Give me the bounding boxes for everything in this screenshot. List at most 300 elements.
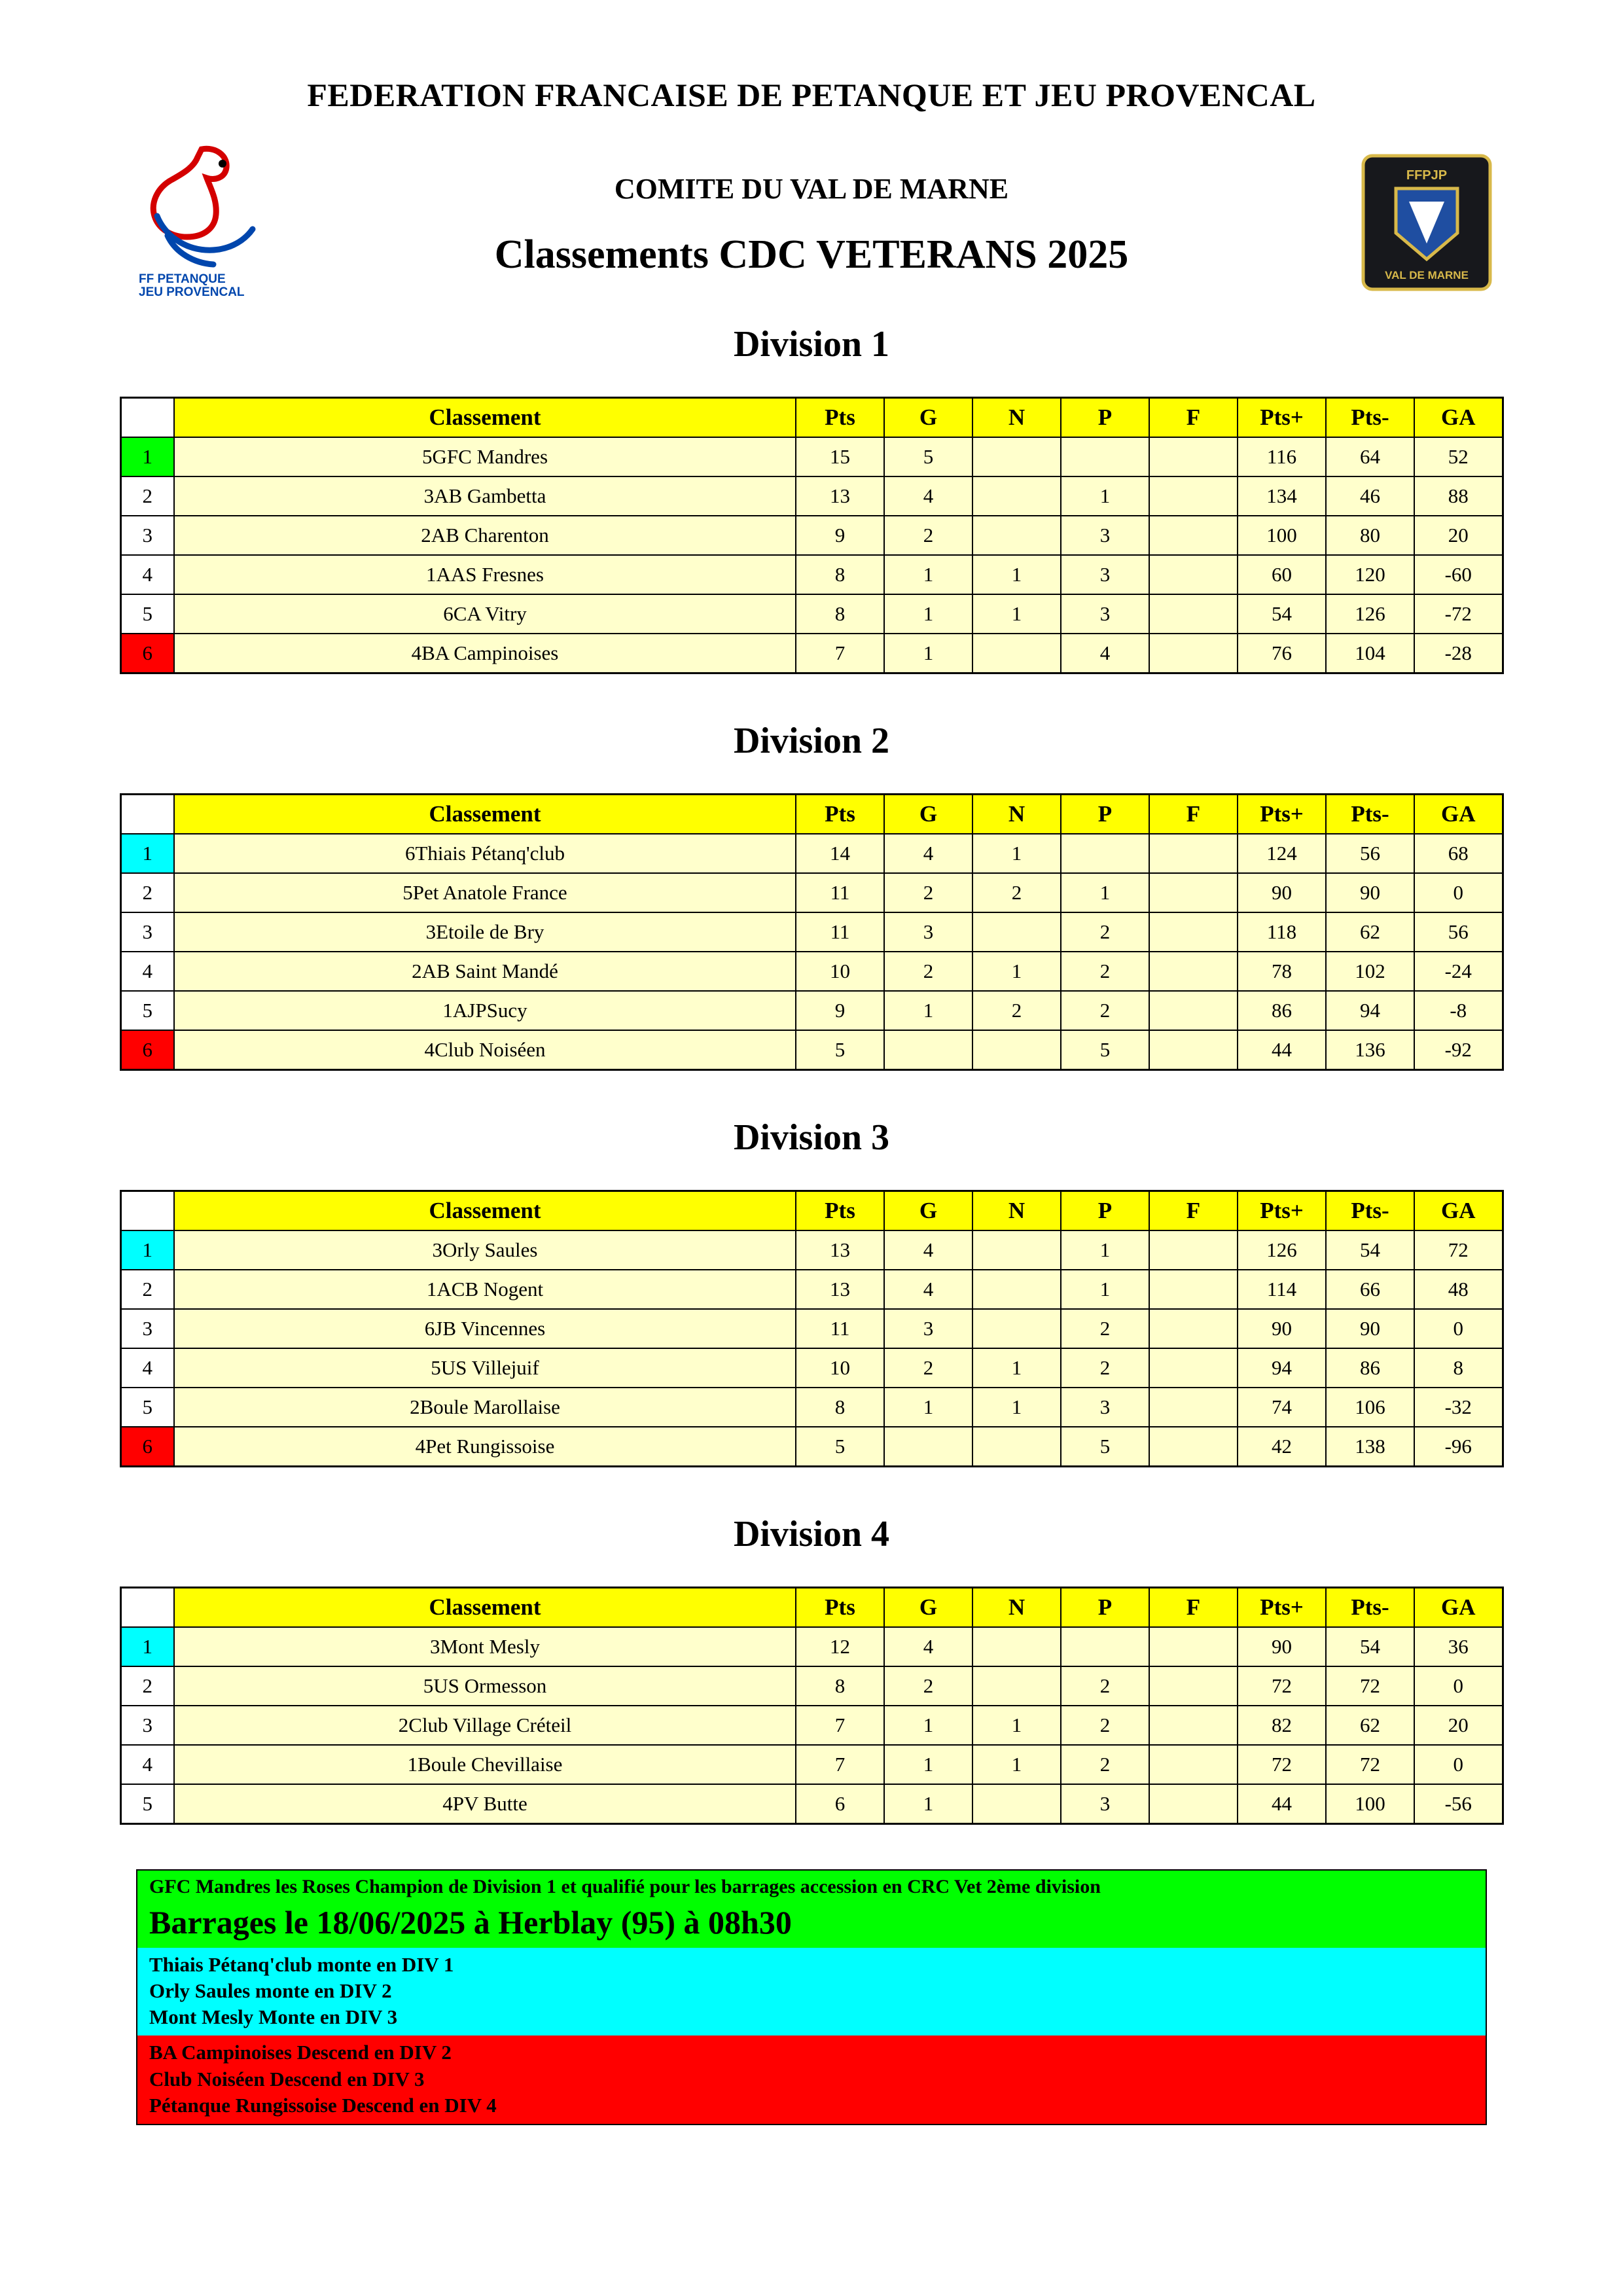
row-ptsplus: 72 (1238, 1745, 1326, 1784)
row-ptsmoins: 136 (1326, 1030, 1414, 1070)
column-header: N (972, 397, 1061, 437)
comite-val-de-marne-logo (1358, 151, 1495, 295)
row-p (1061, 1627, 1149, 1666)
row-n (972, 516, 1061, 555)
row-p: 3 (1061, 555, 1149, 594)
row-p (1061, 834, 1149, 873)
row-p: 1 (1061, 1230, 1149, 1270)
row-club-name: 2AB Charenton (174, 516, 796, 555)
row-club-name: 4BA Campinoises (174, 634, 796, 673)
row-n (972, 1666, 1061, 1706)
row-club-name: 3Orly Saules (174, 1230, 796, 1270)
row-ga: -60 (1414, 555, 1503, 594)
row-club-name: 5GFC Mandres (174, 437, 796, 476)
row-rank: 1 (120, 1627, 174, 1666)
row-ptsmoins: 56 (1326, 834, 1414, 873)
row-club-name: 2Club Village Créteil (174, 1706, 796, 1745)
row-ga: 0 (1414, 1666, 1503, 1706)
row-p: 1 (1061, 873, 1149, 912)
row-p: 1 (1061, 1270, 1149, 1309)
row-rank: 5 (120, 991, 174, 1030)
column-header: F (1149, 794, 1238, 834)
division-block (0, 720, 1623, 1071)
row-ga: -32 (1414, 1388, 1503, 1427)
row-f (1149, 1309, 1238, 1348)
row-club-name: 1Boule Chevillaise (174, 1745, 796, 1784)
row-p: 3 (1061, 1388, 1149, 1427)
row-rank: 3 (120, 1706, 174, 1745)
row-ptsmoins: 54 (1326, 1627, 1414, 1666)
row-g: 1 (884, 1745, 972, 1784)
column-header: Pts (796, 1191, 884, 1230)
table-row (120, 1427, 1503, 1467)
row-ga: -92 (1414, 1030, 1503, 1070)
row-ptsplus: 44 (1238, 1030, 1326, 1070)
column-header: Pts (796, 794, 884, 834)
column-header: F (1149, 1191, 1238, 1230)
row-ga: 88 (1414, 476, 1503, 516)
row-g: 4 (884, 834, 972, 873)
row-p: 5 (1061, 1030, 1149, 1070)
row-pts: 8 (796, 1388, 884, 1427)
champion-band (137, 1871, 1486, 1948)
column-header: GA (1414, 397, 1503, 437)
division-title: Division 4 (733, 1513, 890, 1554)
row-n (972, 912, 1061, 952)
column-header: P (1061, 1587, 1149, 1627)
row-pts: 11 (796, 1309, 884, 1348)
column-header: P (1061, 397, 1149, 437)
row-rank: 2 (120, 476, 174, 516)
row-n: 1 (972, 1348, 1061, 1388)
column-header: G (884, 1191, 972, 1230)
row-club-name: 6JB Vincennes (174, 1309, 796, 1348)
row-f (1149, 1388, 1238, 1427)
table-row (120, 437, 1503, 476)
row-rank: 3 (120, 1309, 174, 1348)
row-pts: 7 (796, 634, 884, 673)
row-g: 3 (884, 1309, 972, 1348)
row-ga: 52 (1414, 437, 1503, 476)
row-club-name: 4Pet Rungissoise (174, 1427, 796, 1467)
row-ptsplus: 90 (1238, 1309, 1326, 1348)
row-f (1149, 1784, 1238, 1824)
row-club-name: 5US Villejuif (174, 1348, 796, 1388)
row-ptsplus: 60 (1238, 555, 1326, 594)
row-p: 4 (1061, 634, 1149, 673)
row-n: 2 (972, 873, 1061, 912)
champion-note: GFC Mandres les Roses Champion de Division 1 et qualifié pour les barrages accession en CRC Vet 2ème division (149, 1875, 1101, 1897)
column-header: Classement (174, 1191, 796, 1230)
row-f (1149, 1666, 1238, 1706)
row-rank: 5 (120, 1388, 174, 1427)
row-g: 1 (884, 555, 972, 594)
row-n (972, 634, 1061, 673)
row-ptsmoins: 72 (1326, 1666, 1414, 1706)
row-f (1149, 1230, 1238, 1270)
row-rank: 1 (120, 1230, 174, 1270)
row-f (1149, 1030, 1238, 1070)
row-club-name: 3AB Gambetta (174, 476, 796, 516)
row-pts: 7 (796, 1745, 884, 1784)
rank-column-header (120, 1191, 174, 1230)
row-g (884, 1030, 972, 1070)
column-header: Pts+ (1238, 1191, 1326, 1230)
table-row (120, 873, 1503, 912)
row-n: 1 (972, 1388, 1061, 1427)
row-ptsmoins: 72 (1326, 1745, 1414, 1784)
row-rank: 2 (120, 1270, 174, 1309)
row-ga: -56 (1414, 1784, 1503, 1824)
row-pts: 13 (796, 476, 884, 516)
row-pts: 7 (796, 1706, 884, 1745)
document-header (0, 0, 1623, 299)
row-g: 1 (884, 1784, 972, 1824)
row-n (972, 1427, 1061, 1467)
svg-text:FFPJP: FFPJP (1406, 168, 1448, 183)
column-header: N (972, 1191, 1061, 1230)
relegation-item: Club Noiséen Descend en DIV 3 (149, 2067, 425, 2090)
row-ga: 0 (1414, 1309, 1503, 1348)
row-g: 2 (884, 516, 972, 555)
row-ptsmoins: 66 (1326, 1270, 1414, 1309)
column-header: GA (1414, 1587, 1503, 1627)
promotion-item: Orly Saules monte en DIV 2 (149, 1979, 392, 2002)
row-ga: -24 (1414, 952, 1503, 991)
row-n (972, 437, 1061, 476)
standings-table (120, 793, 1504, 1071)
row-ga: -96 (1414, 1427, 1503, 1467)
row-g (884, 1427, 972, 1467)
row-g: 1 (884, 634, 972, 673)
division-block (0, 1117, 1623, 1467)
row-pts: 9 (796, 991, 884, 1030)
row-club-name: 5Pet Anatole France (174, 873, 796, 912)
table-row (120, 516, 1503, 555)
division-block (0, 323, 1623, 674)
row-p: 5 (1061, 1427, 1149, 1467)
table-row (120, 1784, 1503, 1824)
row-rank: 4 (120, 1348, 174, 1388)
row-ptsplus: 90 (1238, 1627, 1326, 1666)
column-header: Pts- (1326, 1587, 1414, 1627)
row-ga: 20 (1414, 1706, 1503, 1745)
row-ptsmoins: 62 (1326, 1706, 1414, 1745)
row-club-name: 6CA Vitry (174, 594, 796, 634)
row-pts: 15 (796, 437, 884, 476)
row-ga: 68 (1414, 834, 1503, 873)
row-f (1149, 952, 1238, 991)
row-pts: 14 (796, 834, 884, 873)
row-p: 2 (1061, 1309, 1149, 1348)
row-f (1149, 634, 1238, 673)
row-ptsplus: 116 (1238, 437, 1326, 476)
relegation-item: Pétanque Rungissoise Descend en DIV 4 (149, 2094, 497, 2117)
row-ptsplus: 76 (1238, 634, 1326, 673)
column-header: P (1061, 794, 1149, 834)
column-header: Pts- (1326, 1191, 1414, 1230)
row-n: 1 (972, 1706, 1061, 1745)
row-pts: 6 (796, 1784, 884, 1824)
row-f (1149, 1348, 1238, 1388)
relegations-band (137, 2036, 1486, 2124)
row-pts: 8 (796, 594, 884, 634)
row-rank: 4 (120, 952, 174, 991)
row-rank: 3 (120, 516, 174, 555)
row-n: 2 (972, 991, 1061, 1030)
row-g: 2 (884, 873, 972, 912)
row-n: 1 (972, 555, 1061, 594)
row-g: 1 (884, 991, 972, 1030)
row-f (1149, 1427, 1238, 1467)
row-rank: 1 (120, 437, 174, 476)
row-f (1149, 1706, 1238, 1745)
row-ptsmoins: 138 (1326, 1427, 1414, 1467)
row-f (1149, 1270, 1238, 1309)
row-ga: 36 (1414, 1627, 1503, 1666)
row-f (1149, 1627, 1238, 1666)
column-header: G (884, 397, 972, 437)
row-ptsmoins: 90 (1326, 873, 1414, 912)
row-pts: 13 (796, 1230, 884, 1270)
row-p: 3 (1061, 1784, 1149, 1824)
row-ga: 56 (1414, 912, 1503, 952)
svg-text:JEU PROVENCAL: JEU PROVENCAL (139, 285, 245, 299)
promotion-item: Mont Mesly Monte en DIV 3 (149, 2005, 398, 2029)
row-f (1149, 873, 1238, 912)
row-p: 3 (1061, 516, 1149, 555)
row-f (1149, 437, 1238, 476)
row-ptsmoins: 90 (1326, 1309, 1414, 1348)
column-header: Pts+ (1238, 794, 1326, 834)
row-n: 1 (972, 594, 1061, 634)
row-ptsmoins: 54 (1326, 1230, 1414, 1270)
row-club-name: 2AB Saint Mandé (174, 952, 796, 991)
row-ptsplus: 118 (1238, 912, 1326, 952)
row-pts: 11 (796, 873, 884, 912)
row-g: 2 (884, 952, 972, 991)
table-row (120, 1230, 1503, 1270)
table-row (120, 991, 1503, 1030)
row-rank: 4 (120, 1745, 174, 1784)
row-f (1149, 1745, 1238, 1784)
row-ptsplus: 74 (1238, 1388, 1326, 1427)
row-n: 1 (972, 1745, 1061, 1784)
row-g: 2 (884, 1348, 972, 1388)
column-header: N (972, 794, 1061, 834)
row-g: 5 (884, 437, 972, 476)
table-row (120, 1270, 1503, 1309)
row-pts: 8 (796, 1666, 884, 1706)
row-p: 3 (1061, 594, 1149, 634)
table-row (120, 1348, 1503, 1388)
row-g: 4 (884, 476, 972, 516)
row-ptsplus: 54 (1238, 594, 1326, 634)
promotions-band (137, 1948, 1486, 2036)
row-pts: 9 (796, 516, 884, 555)
row-p: 2 (1061, 1348, 1149, 1388)
row-n (972, 1784, 1061, 1824)
row-p: 2 (1061, 1666, 1149, 1706)
row-club-name: 6Thiais Pétanq'club (174, 834, 796, 873)
relegation-item: BA Campinoises Descend en DIV 2 (149, 2041, 452, 2064)
row-rank: 3 (120, 912, 174, 952)
row-club-name: 4Club Noiséen (174, 1030, 796, 1070)
row-ptsplus: 100 (1238, 516, 1326, 555)
row-club-name: 1ACB Nogent (174, 1270, 796, 1309)
row-ptsmoins: 106 (1326, 1388, 1414, 1427)
row-p (1061, 437, 1149, 476)
row-pts: 8 (796, 555, 884, 594)
row-rank: 6 (120, 1030, 174, 1070)
column-header: Classement (174, 397, 796, 437)
row-n (972, 476, 1061, 516)
row-ptsplus: 72 (1238, 1666, 1326, 1706)
row-g: 1 (884, 594, 972, 634)
row-ga: 72 (1414, 1230, 1503, 1270)
rank-column-header (120, 1587, 174, 1627)
row-ptsmoins: 94 (1326, 991, 1414, 1030)
row-ptsmoins: 46 (1326, 476, 1414, 516)
rank-column-header (120, 794, 174, 834)
column-header: P (1061, 1191, 1149, 1230)
row-pts: 5 (796, 1030, 884, 1070)
row-p: 2 (1061, 1706, 1149, 1745)
row-p: 2 (1061, 952, 1149, 991)
row-ga: -8 (1414, 991, 1503, 1030)
row-n (972, 1309, 1061, 1348)
division-block (0, 1513, 1623, 1825)
row-club-name: 3Mont Mesly (174, 1627, 796, 1666)
row-f (1149, 991, 1238, 1030)
column-header: Pts+ (1238, 397, 1326, 437)
row-ptsplus: 94 (1238, 1348, 1326, 1388)
row-rank: 6 (120, 1427, 174, 1467)
row-g: 1 (884, 1388, 972, 1427)
row-rank: 2 (120, 1666, 174, 1706)
row-f (1149, 516, 1238, 555)
table-row (120, 1706, 1503, 1745)
row-ptsmoins: 62 (1326, 912, 1414, 952)
row-club-name: 4PV Butte (174, 1784, 796, 1824)
standings-table (120, 1190, 1504, 1467)
table-row (120, 1309, 1503, 1348)
comite-title: COMITE DU VAL DE MARNE (614, 173, 1009, 205)
row-pts: 12 (796, 1627, 884, 1666)
division-title: Division 3 (733, 1117, 890, 1158)
column-header: G (884, 1587, 972, 1627)
division-title: Division 2 (733, 720, 890, 761)
row-f (1149, 476, 1238, 516)
column-header: F (1149, 397, 1238, 437)
row-n: 1 (972, 952, 1061, 991)
promotion-item: Thiais Pétanq'club monte en DIV 1 (149, 1952, 454, 1976)
row-club-name: 3Etoile de Bry (174, 912, 796, 952)
table-row (120, 1666, 1503, 1706)
row-n (972, 1030, 1061, 1070)
standings-table (120, 397, 1504, 674)
row-p: 1 (1061, 476, 1149, 516)
column-header: Pts (796, 1587, 884, 1627)
barrages-note: Barrages le 18/06/2025 à Herblay (95) à 08h30 (149, 1903, 792, 1941)
row-ptsplus: 82 (1238, 1706, 1326, 1745)
table-row (120, 1030, 1503, 1070)
row-n (972, 1270, 1061, 1309)
division-title: Division 1 (733, 323, 890, 365)
row-g: 4 (884, 1230, 972, 1270)
row-pts: 10 (796, 1348, 884, 1388)
row-ptsmoins: 104 (1326, 634, 1414, 673)
table-row (120, 476, 1503, 516)
row-club-name: 1AJPSucy (174, 991, 796, 1030)
row-f (1149, 594, 1238, 634)
table-row (120, 1627, 1503, 1666)
row-rank: 5 (120, 594, 174, 634)
row-ptsmoins: 86 (1326, 1348, 1414, 1388)
row-ga: 0 (1414, 1745, 1503, 1784)
row-f (1149, 834, 1238, 873)
row-g: 4 (884, 1627, 972, 1666)
ff-petanque-jeu-provencal-logo (124, 137, 281, 308)
row-ptsplus: 78 (1238, 952, 1326, 991)
svg-text:FF PETANQUE: FF PETANQUE (139, 272, 226, 286)
table-row (120, 1388, 1503, 1427)
column-header: Pts- (1326, 794, 1414, 834)
row-rank: 2 (120, 873, 174, 912)
row-g: 1 (884, 1706, 972, 1745)
column-header: Classement (174, 794, 796, 834)
row-g: 3 (884, 912, 972, 952)
row-ptsplus: 44 (1238, 1784, 1326, 1824)
row-ptsplus: 90 (1238, 873, 1326, 912)
row-ptsmoins: 126 (1326, 594, 1414, 634)
row-ptsplus: 124 (1238, 834, 1326, 873)
row-ptsplus: 134 (1238, 476, 1326, 516)
column-header: N (972, 1587, 1061, 1627)
divisions-container (0, 323, 1623, 1825)
row-ptsmoins: 80 (1326, 516, 1414, 555)
row-ptsplus: 42 (1238, 1427, 1326, 1467)
column-header: F (1149, 1587, 1238, 1627)
row-ptsmoins: 102 (1326, 952, 1414, 991)
row-ga: 0 (1414, 873, 1503, 912)
rank-column-header (120, 397, 174, 437)
row-ga: 48 (1414, 1270, 1503, 1309)
row-n (972, 1627, 1061, 1666)
table-row (120, 594, 1503, 634)
standings-table (120, 1587, 1504, 1825)
row-ga: 8 (1414, 1348, 1503, 1388)
row-ptsmoins: 120 (1326, 555, 1414, 594)
row-club-name: 1AAS Fresnes (174, 555, 796, 594)
row-club-name: 2Boule Marollaise (174, 1388, 796, 1427)
row-ga: -28 (1414, 634, 1503, 673)
row-rank: 1 (120, 834, 174, 873)
row-rank: 4 (120, 555, 174, 594)
column-header: GA (1414, 794, 1503, 834)
row-pts: 10 (796, 952, 884, 991)
row-n (972, 1230, 1061, 1270)
column-header: Classement (174, 1587, 796, 1627)
row-ptsmoins: 64 (1326, 437, 1414, 476)
federation-title: FEDERATION FRANCAISE DE PETANQUE ET JEU PROVENCAL (307, 77, 1316, 113)
table-row (120, 1745, 1503, 1784)
row-ga: 20 (1414, 516, 1503, 555)
row-ptsplus: 114 (1238, 1270, 1326, 1309)
row-rank: 6 (120, 634, 174, 673)
row-pts: 13 (796, 1270, 884, 1309)
row-g: 2 (884, 1666, 972, 1706)
